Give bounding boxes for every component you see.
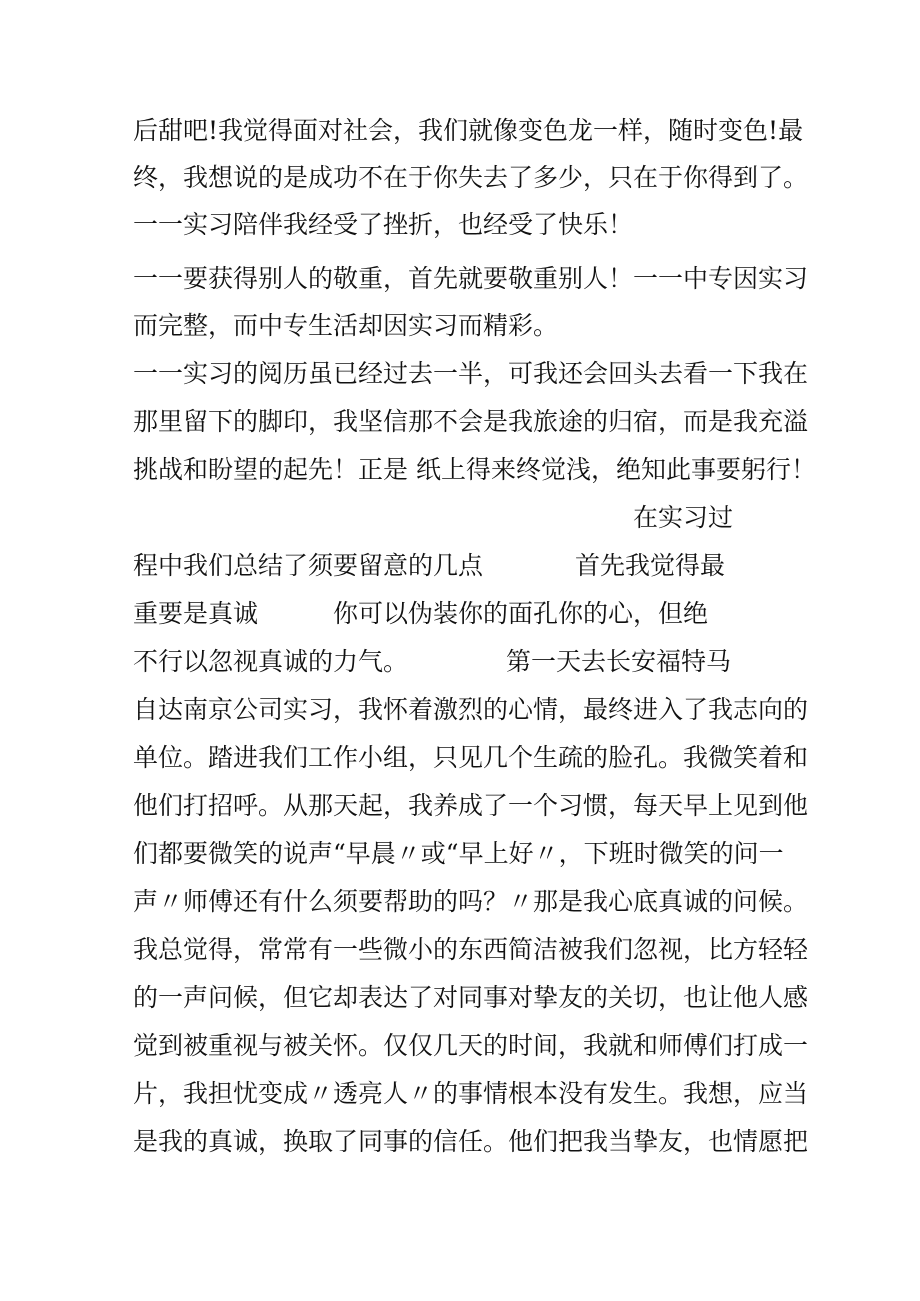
fragment-line bbox=[133, 590, 793, 637]
text-line: 一一要获得别人的敬重，首先就要敬重别人！一一中专因实习 bbox=[133, 264, 809, 293]
text-line: 一一实习陪伴我经受了挫折，也经受了快乐！ bbox=[133, 210, 634, 239]
text-line: 他们打招呼。从那天起，我养成了一个习惯，每天早上见到他 bbox=[133, 791, 809, 820]
text-line: 声〃师傅还有什么须要帮助的吗？〃那是我心底真诚的问候。 bbox=[133, 887, 809, 916]
text-line: 而完整，而中专生活却因实习而精彩。 bbox=[133, 311, 559, 340]
text-line: 是我的真诚，换取了同事的信任。他们把我当挚友，也情愿把 bbox=[133, 1127, 809, 1156]
text-line: 的一声问候，但它却表达了对同事对挚友的关切，也让他人感 bbox=[133, 983, 809, 1012]
text-line: 自达南京公司实习，我怀着激烈的心情，最终进入了我志向的 bbox=[133, 695, 809, 724]
text-line: 那里留下的脚印，我坚信那不会是我旅途的归宿，而是我充溢 bbox=[133, 407, 809, 436]
text-fragment: 你可以伪装你的面孔你的心，但绝 bbox=[333, 599, 709, 628]
text-line: 挑战和盼望的起先！正是 纸上得来终觉浅，绝知此事要躬行！ bbox=[133, 455, 816, 484]
fragment-line bbox=[133, 494, 793, 541]
text-line: 我总觉得，常常有一些微小的东西简洁被我们忽视，比方轻轻 bbox=[133, 935, 809, 964]
text-line: 终，我想说的是成功不在于你失去了多少，只在于你得到了。 bbox=[133, 163, 809, 192]
text-fragment: 程中我们总结了须要留意的几点 bbox=[133, 551, 484, 580]
fragment-line bbox=[133, 638, 793, 685]
text-line: 们都要微笑的说声“早晨〃或“早上好〃，下班时微笑的问一 bbox=[133, 839, 784, 868]
text-line: 片，我担忧变成〃透亮人〃的事情根本没有发生。我想，应当 bbox=[133, 1079, 809, 1108]
text-fragment: 重要是真诚 bbox=[133, 599, 259, 628]
fragment-line bbox=[133, 542, 793, 589]
text-line: 觉到被重视与被关怀。仅仅几天的时间，我就和师傅们打成一 bbox=[133, 1031, 809, 1060]
text-fragment: 在实习过 bbox=[633, 503, 734, 532]
text-line: 单位。踏进我们工作小组，只见几个生疏的脸孔。我微笑着和 bbox=[133, 743, 809, 772]
text-fragment: 不行以忽视真诚的力气。 bbox=[133, 647, 409, 676]
text-fragment: 第一天去长安福特马 bbox=[506, 647, 732, 676]
text-line: 后甜吧!我觉得面对社会，我们就像变色龙一样，随时变色!最 bbox=[133, 116, 804, 145]
text-line: 一一实习的阅历虽已经过去一半，可我还会回头去看一下我在 bbox=[133, 359, 809, 388]
text-fragment: 首先我觉得最 bbox=[575, 551, 726, 580]
